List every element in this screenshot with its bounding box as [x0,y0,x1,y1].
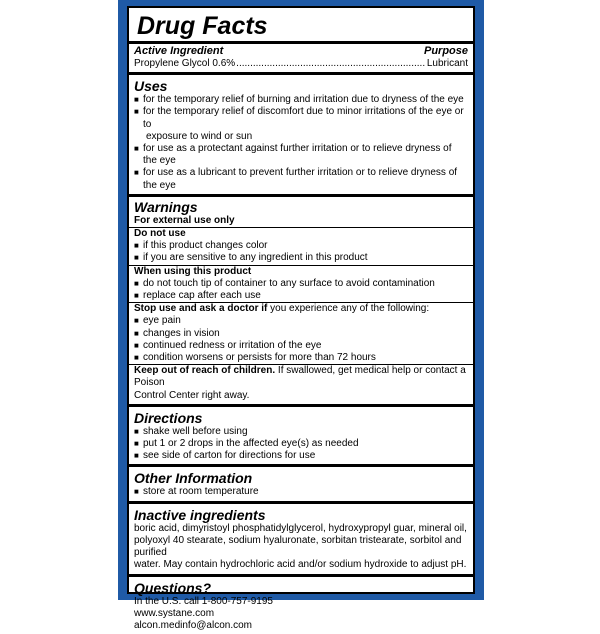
active-ingredient-name: Propylene Glycol 0.6% [134,58,235,70]
bullet-square-icon [134,438,143,450]
inactive-ingredients-line: polyoxyl 40 stearate, sodium hyaluronate, sorbitan tristearate, sorbitol and purified [134,535,468,559]
warnings-heading: Warnings [134,199,468,215]
bullet-square-icon [134,340,143,352]
website-link[interactable]: www.systane.com [134,608,468,620]
inactive-ingredients-section [134,504,468,574]
phone-number: In the U.S. call 1-800-757-9195 [134,596,468,608]
questions-heading: Questions? [134,580,468,596]
stop-use-line [134,303,468,315]
directions-section [134,407,468,465]
drug-facts-title: Drug Facts [137,11,468,41]
list-item: ■ replace cap after each use [134,290,468,302]
do-not-use-heading: Do not use [134,228,468,240]
bullet-square-icon [134,167,143,191]
bullet-square-icon [134,352,143,364]
bullet-square-icon [134,328,143,340]
active-ingredient-heading: Active Ingredient [134,45,223,58]
list-item: ■ for use as a lubricant to prevent further irritation or to relieve dryness of the eye [134,167,468,191]
other-information-section [134,467,468,500]
bullet-square-icon [134,143,143,167]
list-item: ■ for use as a protectant against further irritation or to relieve dryness of the eye [134,143,468,167]
stop-use-intro: you experience any of the following: [270,303,429,314]
uses-section [134,75,468,194]
list-item: ■ eye pain [134,315,468,327]
stop-use-heading: Stop use and ask a doctor if [134,303,267,314]
inactive-ingredients-line: boric acid, dimyristoyl phosphatidylglycerol, hydroxypropyl guar, mineral oil, [134,523,468,535]
list-item: ■ see side of carton for directions for use [134,450,468,462]
leader-dots [236,58,426,70]
drug-facts-panel [127,6,475,594]
active-ingredient-section [134,44,468,72]
keep-out-line [134,365,468,389]
list-item: ■ changes in vision [134,328,468,340]
when-using-heading: When using this product [134,266,468,278]
bullet-square-icon [134,315,143,327]
bullet-square-icon [134,240,143,252]
list-item: ■ for the temporary relief of discomfort due to minor irritations of the eye or to [134,106,468,130]
directions-heading: Directions [134,410,468,426]
list-item: ■ condition worsens or persists for more than 72 hours [134,352,468,364]
inactive-ingredients-heading: Inactive ingredients [134,507,468,523]
keep-out-heading: Keep out of reach of children. [134,365,275,376]
list-item: ■ shake well before using [134,426,468,438]
list-item: ■ if you are sensitive to any ingredient in this product [134,252,468,264]
uses-heading: Uses [134,78,468,94]
bullet-square-icon [134,290,143,302]
questions-section [134,577,468,634]
bullet-square-icon [134,106,143,130]
list-item: ■ do not touch tip of container to any surface to avoid contamination [134,278,468,290]
keep-out-text: If swallowed, get medical help or contact a Poison [134,365,466,388]
divider [129,194,473,197]
bullet-square-icon [134,426,143,438]
list-item: ■ if this product changes color [134,240,468,252]
bullet-square-icon [134,486,143,498]
bullet-square-icon [134,252,143,264]
bullet-square-icon [134,94,143,106]
purpose-heading: Purpose [424,45,468,58]
list-item: ■ continued redness or irritation of the eye [134,340,468,352]
inactive-ingredients-line: water. May contain hydrochloric acid and/or sodium hydroxide to adjust pH. [134,559,468,571]
list-item-continuation: exposure to wind or sun [134,131,468,143]
other-information-heading: Other Information [134,470,468,486]
list-item: ■ for the temporary relief of burning and irritation due to dryness of the eye [134,94,468,106]
active-ingredient-purpose: Lubricant [427,58,468,70]
keep-out-text-cont: Control Center right away. [134,390,468,404]
bullet-square-icon [134,278,143,290]
email-link[interactable]: alcon.medinfo@alcon.com [134,620,468,632]
list-item: ■ store at room temperature [134,486,468,498]
warnings-section [134,199,468,404]
external-use-note: For external use only [134,215,468,227]
list-item: ■ put 1 or 2 drops in the affected eye(s) as needed [134,438,468,450]
bullet-square-icon [134,450,143,462]
